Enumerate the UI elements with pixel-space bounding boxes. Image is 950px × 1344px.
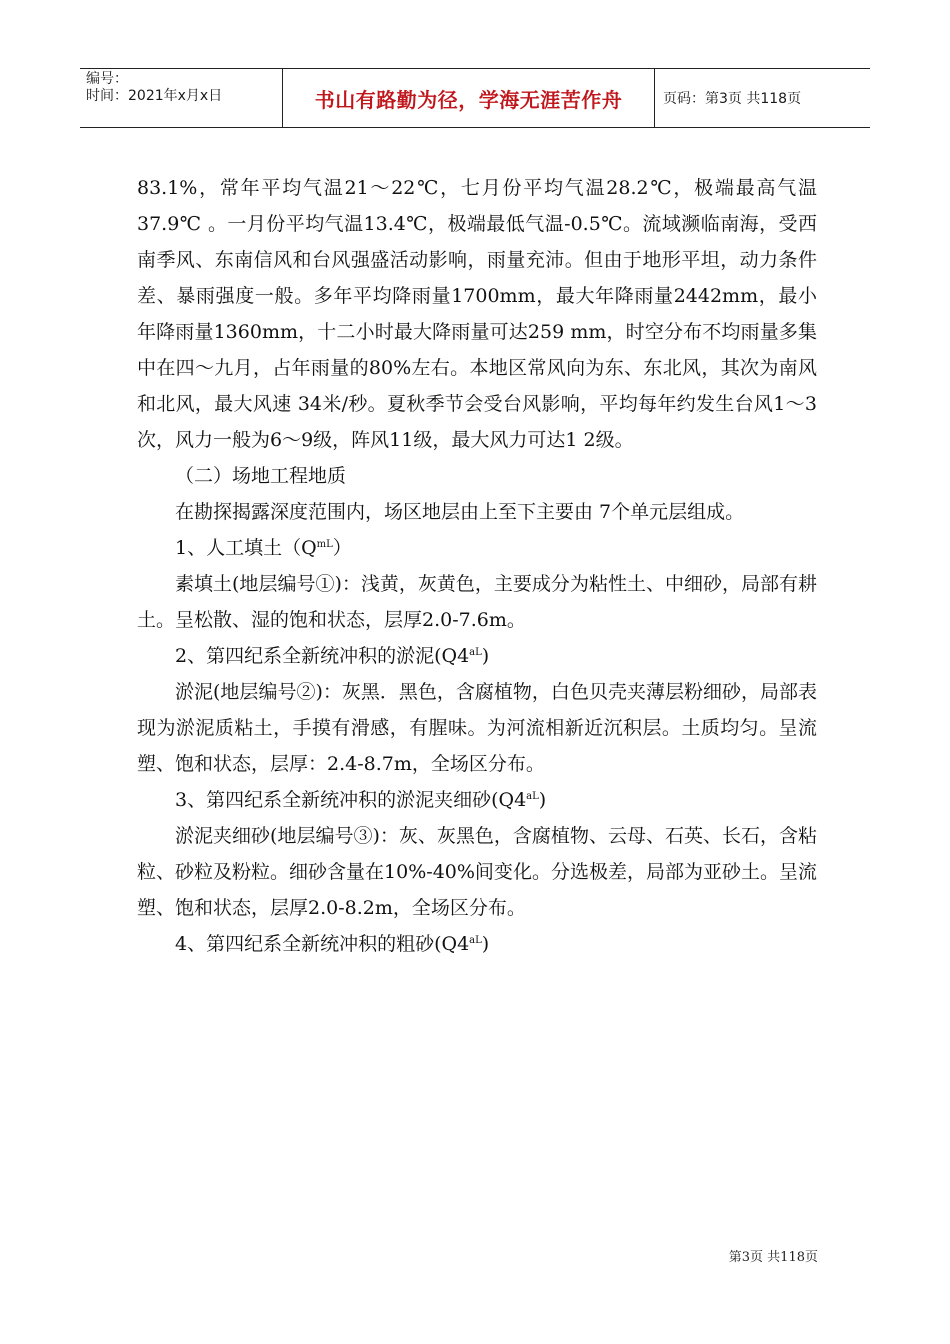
layer-heading-4-sup: aL [469, 935, 482, 946]
paragraph-climate: 83.1%，常年平均气温21～22℃，七月份平均气温28.2℃，极端最高气温37.9℃ 。一月份平均气温13.4℃，极端最低气温-0.5℃。流域濒临南海，受西南季风、东南信风和台风强盛活动影响，雨量充沛。但由于地形平坦，动力条件差、暴雨强度一般。多年平均降雨量1700mm，最大年降雨量2442mm，最小年降雨量1360mm，十二小时最大降雨量可达259 mm，时空分布不均雨量多集中在四～九月，占年雨量的80%左右。本地区常风向为东、东北风，其次为南风和北风，最大风速 34米/秒。夏秋季节会受台风影响，平均每年约发生台风1～3次，风力一般为6～9级，阵风11级，最大风力可达1 2级。 [137, 177, 817, 451]
layer-heading-4-end: ) [481, 933, 490, 955]
layer-heading-1 [137, 530, 817, 566]
document-body [137, 170, 817, 962]
layer-heading-1-end: ） [332, 537, 352, 559]
page-footer: 第3页 共118页 [728, 1250, 818, 1265]
layer-heading-1-text: 1、人工填土（Q [175, 537, 317, 559]
header-motto: 书山有路勤为径，学海无涯苦作舟 [282, 69, 655, 127]
layer-heading-2-sup: aL [469, 647, 482, 658]
layer-heading-2-text: 2、第四纪系全新统冲积的淤泥(Q4 [175, 645, 470, 667]
header-meta [80, 69, 282, 127]
header-page-number: 页码：第3页 共118页 [663, 91, 802, 107]
layer-heading-3-text: 3、第四纪系全新统冲积的淤泥夹细砂(Q4 [175, 789, 527, 811]
layer-heading-2-end: ) [481, 645, 490, 667]
layer-heading-2 [137, 638, 817, 674]
paragraph-strata-intro: 在勘探揭露深度范围内，场区地层由上至下主要由 7个单元层组成。 [175, 501, 745, 523]
date-label: 时间：2021年x月x日 [86, 88, 223, 104]
layer-heading-4 [137, 926, 817, 962]
layer-heading-3-sup: aL [526, 791, 539, 802]
layer-heading-1-sup: mL [316, 539, 333, 550]
paragraph-layer-3: 淤泥夹细砂(地层编号③)：灰、灰黑色，含腐植物、云母、石英、长石，含粘粒、砂粒及粉粒。细砂含量在10%-40%间变化。分选极差，局部为亚砂土。呈流塑、饱和状态，层厚2.0-8.2m，全场区分布。 [137, 825, 817, 919]
paragraph-layer-2: 淤泥(地层编号②)：灰黑．黑色，含腐植物，白色贝壳夹薄层粉细砂，局部表现为淤泥质粘土，手摸有滑感，有腥味。为河流相新近沉积层。土质均匀。呈流塑、饱和状态，层厚：2.4-8.7m，全场区分布。 [137, 681, 817, 775]
layer-heading-4-text: 4、第四纪系全新统冲积的粗砂(Q4 [175, 933, 470, 955]
page-header [80, 68, 870, 128]
paragraph-layer-1: 素填土(地层编号①)：浅黄，灰黄色，主要成分为粘性土、中细砂，局部有耕土。呈松散、湿的饱和状态，层厚2.0-7.6m。 [137, 573, 817, 631]
layer-heading-3-end: ) [538, 789, 547, 811]
section-heading-geology: （二）场地工程地质 [175, 465, 347, 487]
layer-heading-3 [137, 782, 817, 818]
serial-number-label: 编号： [86, 71, 128, 87]
